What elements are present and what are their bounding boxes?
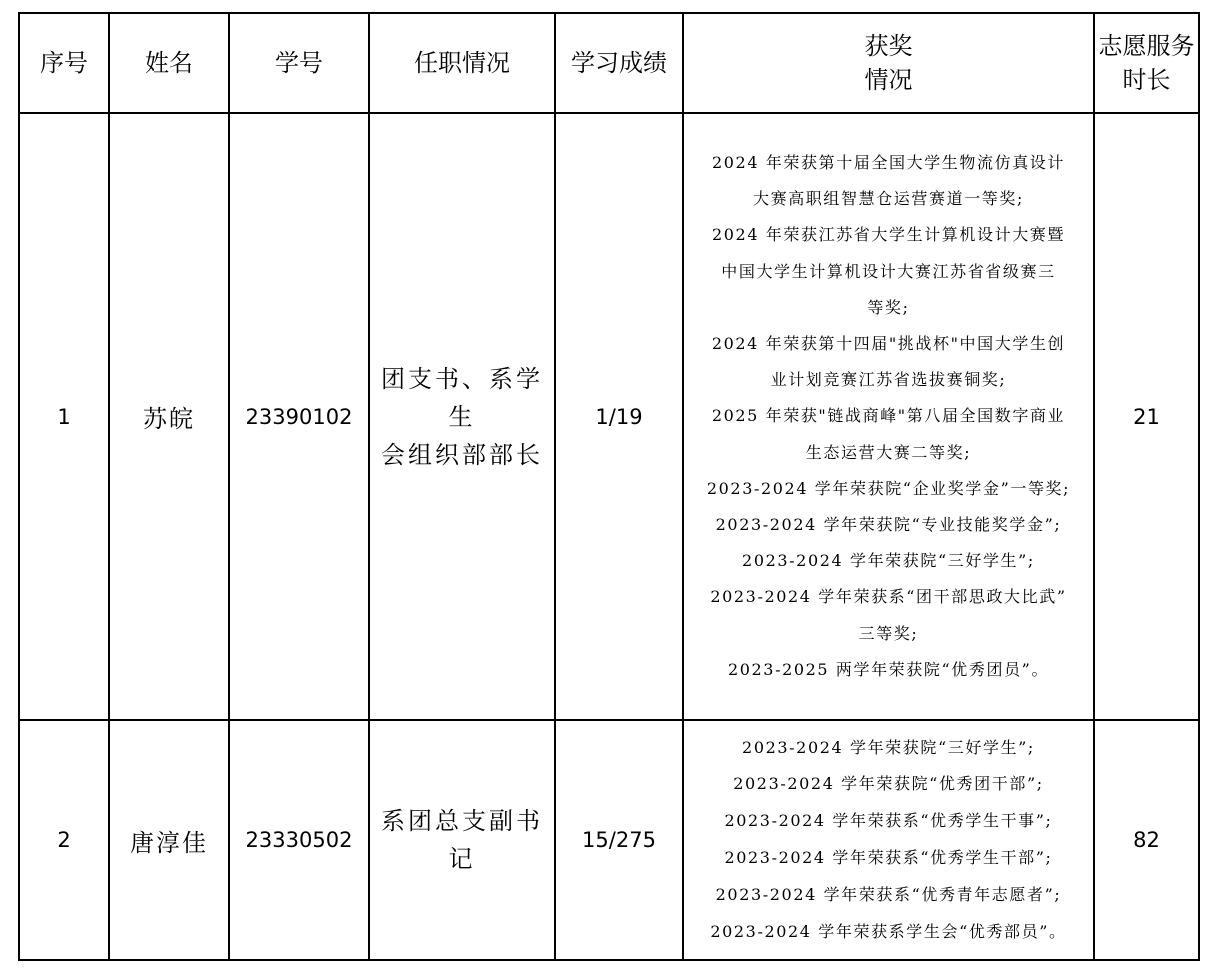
row-position — [369, 720, 555, 960]
award-line: 中国大学生计算机设计大赛江苏省省级赛三 — [721, 261, 1056, 281]
header-row — [19, 13, 1199, 113]
header-awards — [683, 13, 1094, 113]
row-student-id: 23390102 — [229, 113, 369, 720]
award-line: 2024 年荣获第十四届"挑战杯"中国大学生创 — [711, 333, 1066, 353]
header-awards-line2: 情况 — [864, 66, 913, 94]
award-line: 2023-2024 学年荣获院“优秀团干部”; — [733, 774, 1044, 794]
row-name: 唐淳佳 — [109, 720, 229, 960]
award-line: 生态运营大赛二等奖; — [805, 442, 972, 462]
award-line: 2023-2024 学年荣获院“企业奖学金”一等奖; — [706, 478, 1071, 498]
award-line: 2024 年荣获第十届全国大学生物流仿真设计 — [711, 152, 1065, 172]
row-grade: 1/19 — [555, 113, 683, 720]
award-line: 2025 年荣获"链战商峰"第八届全国数字商业 — [711, 406, 1066, 426]
row-student-id: 23330502 — [229, 720, 369, 960]
award-line: 2023-2024 学年荣获院“专业技能奖学金”; — [715, 515, 1062, 534]
row-position — [369, 113, 555, 720]
header-volunteer — [1094, 13, 1199, 113]
row-seq: 2 — [19, 720, 109, 960]
row-grade: 15/275 — [555, 720, 683, 960]
table-row — [19, 720, 1199, 960]
award-line: 2023-2024 学年荣获系“优秀学生干部”; — [724, 848, 1053, 867]
award-line: 2023-2024 学年荣获院“三好学生”; — [742, 737, 1035, 757]
row-seq: 1 — [19, 113, 109, 720]
header-volunteer-line1: 志愿服务 — [1098, 32, 1195, 60]
award-line: 2023-2024 学年荣获系“团干部思政大比武” — [710, 587, 1067, 607]
row-position-line1: 团支书、系学生 — [381, 364, 543, 431]
award-line: 2023-2025 两学年荣获院“优秀团员”。 — [727, 659, 1050, 679]
header-seq: 序号 — [19, 13, 109, 113]
row-volunteer-hours: 82 — [1094, 720, 1199, 960]
award-line: 等奖; — [867, 297, 910, 317]
row-position-line2: 会组织部部长 — [381, 440, 543, 469]
award-line: 业计划竞赛江苏省选拔赛铜奖; — [770, 370, 1007, 390]
row-name: 苏皖 — [109, 113, 229, 720]
header-name: 姓名 — [109, 13, 229, 113]
award-line: 2024 年荣获江苏省大学生计算机设计大赛暨 — [711, 225, 1065, 245]
award-line: 2023-2024 学年荣获系“优秀青年志愿者”; — [715, 884, 1062, 904]
table-row — [19, 113, 1199, 720]
row-volunteer-hours: 21 — [1094, 113, 1199, 720]
award-line: 2023-2024 学年荣获系学生会“优秀部员”。 — [710, 921, 1067, 941]
award-line: 三等奖; — [858, 623, 919, 643]
header-awards-line1: 获奖 — [864, 32, 913, 60]
row-position-line2: 记 — [448, 845, 476, 873]
header-position: 任职情况 — [369, 13, 555, 113]
award-line: 2023-2024 学年荣获系“优秀学生干事”; — [724, 811, 1053, 831]
award-line: 大赛高职组智慧仓运营赛道一等奖; — [753, 189, 1024, 209]
header-grade: 学习成绩 — [555, 13, 683, 113]
row-awards — [683, 720, 1094, 960]
row-awards — [683, 113, 1094, 720]
awards-table — [18, 12, 1200, 961]
row-position-line1: 系团总支副书 — [381, 807, 543, 835]
header-volunteer-line2: 时长 — [1122, 66, 1171, 94]
award-line: 2023-2024 学年荣获院“三好学生”; — [742, 551, 1035, 571]
header-student-id: 学号 — [229, 13, 369, 113]
